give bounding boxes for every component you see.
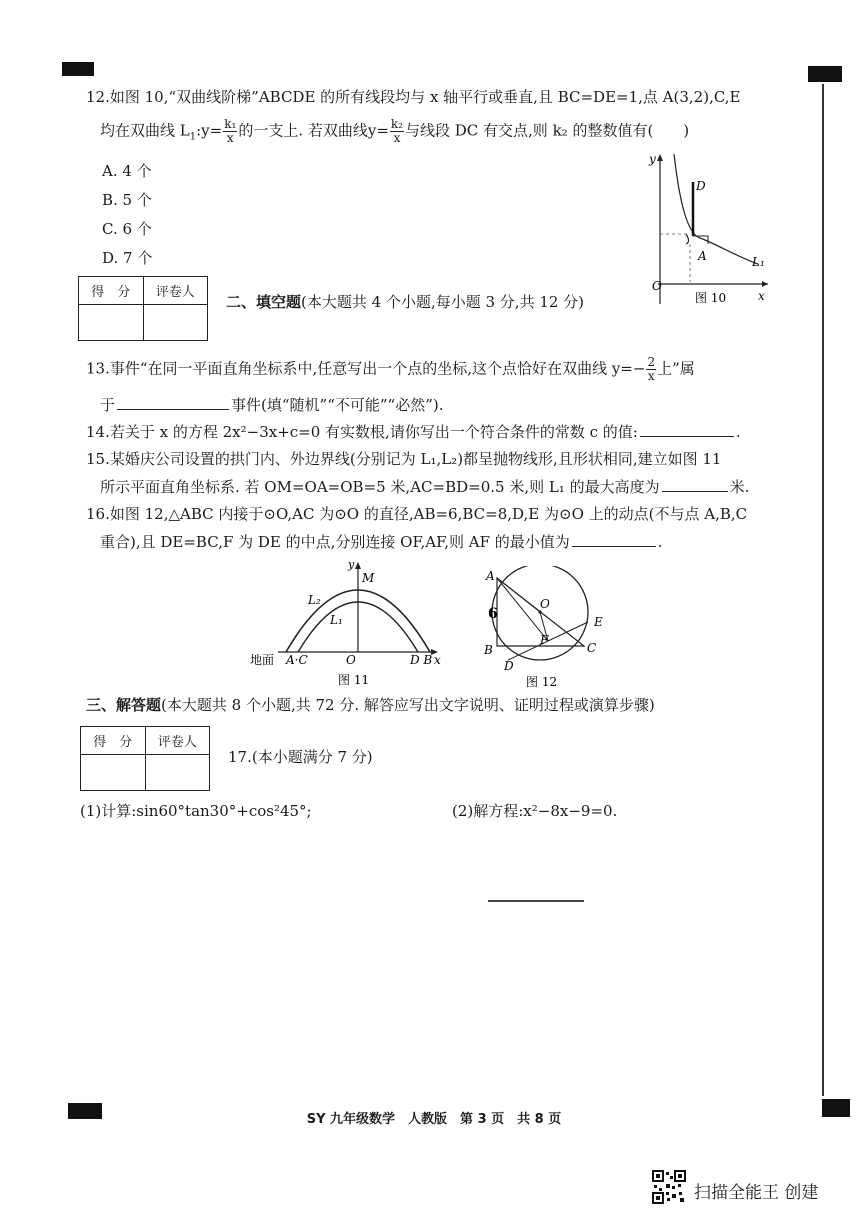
fig11-db-label: D B	[410, 653, 433, 667]
fig11-caption: 图 11	[338, 673, 370, 687]
figure-12	[476, 566, 616, 694]
score-header: 得 分	[81, 727, 146, 755]
q16-line1: 16.如图 12,△ABC 内接于⊙O,AC 为⊙O 的直径,AB=6,BC=8,D,E 为⊙O 上的动点(不与点 A,B,C	[86, 505, 748, 523]
q17-part1: (1)计算:sin60°tan30°+cos²45°;	[80, 802, 312, 820]
fig11-x-label: x	[434, 653, 441, 667]
fig11-ac-label: A·C	[286, 653, 308, 667]
grader-header: 评卷人	[145, 727, 210, 755]
q14-answer-blank[interactable]	[640, 420, 734, 437]
q16-answer-blank[interactable]	[572, 530, 656, 547]
q17-part2: (2)解方程:x²−8x−9=0.	[452, 802, 618, 820]
fig11-origin-label: O	[346, 653, 356, 667]
score-cell[interactable]	[79, 305, 144, 341]
score-cell[interactable]	[81, 755, 146, 791]
q12-line1: 12.如图 10,“双曲线阶梯”ABCDE 的所有线段均与 x 轴平行或垂直,且 BC=DE=1,点 A(3,2),C,E	[86, 88, 741, 106]
fig10-l1-label: L₁	[752, 255, 765, 269]
q15-answer-blank[interactable]	[662, 475, 728, 492]
section-2-heading: 二、填空题(本大题共 4 个小题,每小题 3 分,共 12 分)	[226, 293, 585, 311]
registration-mark-top-left	[62, 62, 94, 76]
fraction-2-over-x: $\frac{2}{x}$	[647, 355, 656, 383]
q12-option-d: D. 7 个	[102, 249, 153, 267]
fig10-x-label: x	[758, 289, 765, 303]
q13-answer-blank[interactable]	[117, 393, 229, 410]
section-3-heading: 三、解答题(本大题共 8 个小题,共 72 分. 解答应写出文字说明、证明过程或演算步骤)	[86, 696, 655, 714]
fig11-y-label: y	[348, 558, 355, 571]
score-header: 得 分	[79, 277, 144, 305]
scanner-watermark-text: 扫描全能王 创建	[694, 1183, 819, 1203]
fig12-c-label: C	[587, 641, 597, 655]
fraction-k1-over-x: $\frac{\text{k₁}}{x}$	[224, 117, 237, 145]
q12-line2: 均在双曲线 $L_1:y=$ $\frac{\text{k₁}}{x}$ 的一支上. 若双曲线y= $\frac{\text{k₂}}{x}$ 与线段 DC 有交点,则 k₂ 的整数值有( )	[100, 117, 690, 145]
grader-cell[interactable]	[143, 305, 208, 341]
fig12-f-label: F	[540, 633, 549, 647]
q15-line2: 所示平面直角坐标系. 若 OM=OA=OB=5 米,AC=BD=0.5 米,则 L₁ 的最大高度为 米.	[100, 475, 749, 498]
score-table-section-2	[78, 276, 208, 341]
page-footer: SY 九年级数学 人教版 第 3 页 共 8 页	[306, 1112, 562, 1127]
scan-smudge-line	[488, 900, 584, 902]
fig10-origin-label: O	[652, 279, 662, 293]
fig12-side-length-annotation: 6	[488, 606, 498, 622]
fig10-caption: 图 10	[695, 291, 727, 305]
grader-cell[interactable]	[145, 755, 210, 791]
fig12-a-label: A	[486, 569, 495, 583]
fig11-m-label: M	[362, 571, 375, 585]
registration-mark-top-right	[808, 66, 842, 82]
q12-option-c: C. 6 个	[102, 220, 152, 238]
fig12-o-label: O	[540, 597, 550, 611]
score-table-q17	[80, 726, 210, 791]
grader-header: 评卷人	[143, 277, 208, 305]
fig12-b-label: B	[484, 643, 493, 657]
fig10-a-label: A	[698, 249, 707, 263]
q15-line1: 15.某婚庆公司设置的拱门内、外边界线(分别记为 L₁,L₂)都呈抛物线形,且形状相同,建立如图 11	[86, 450, 722, 468]
fig12-e-label: E	[594, 615, 603, 629]
q16-line2: 重合),且 DE=BC,F 为 DE 的中点,分别连接 OF,AF,则 AF 的最小值为 .	[100, 530, 663, 553]
fig10-d-label: D	[696, 179, 706, 193]
figure-11	[246, 558, 456, 690]
fig11-ground-label: 地面	[250, 653, 275, 667]
q14-line: 14.若关于 x 的方程 2x²−3x+c=0 有实数根,请你写出一个符合条件的常数 c 的值: .	[86, 420, 741, 443]
qr-code-icon	[652, 1170, 686, 1204]
scan-edge-line	[822, 84, 824, 1096]
q17-title: 17.(本小题满分 7 分)	[228, 748, 373, 766]
figure-10	[640, 146, 780, 308]
q12-option-b: B. 5 个	[102, 191, 152, 209]
fig12-d-label: D	[504, 659, 514, 673]
fig12-caption: 图 12	[526, 675, 558, 689]
fig11-l2-label: L₂	[308, 593, 321, 607]
q13-line2: 于 事件(填“随机”“不可能”“必然”).	[100, 393, 444, 416]
fig10-y-label: y	[649, 152, 656, 166]
q13-line1: 13.事件“在同一平面直角坐标系中,任意写出一个点的坐标,这个点恰好在双曲线 y=− $\frac{2}{x}$ 上”属	[86, 355, 695, 383]
fig11-l1-label: L₁	[330, 613, 343, 627]
q12-option-a: A. 4 个	[102, 162, 152, 180]
fraction-k2-over-x: $\frac{\text{k₂}}{x}$	[390, 117, 403, 145]
